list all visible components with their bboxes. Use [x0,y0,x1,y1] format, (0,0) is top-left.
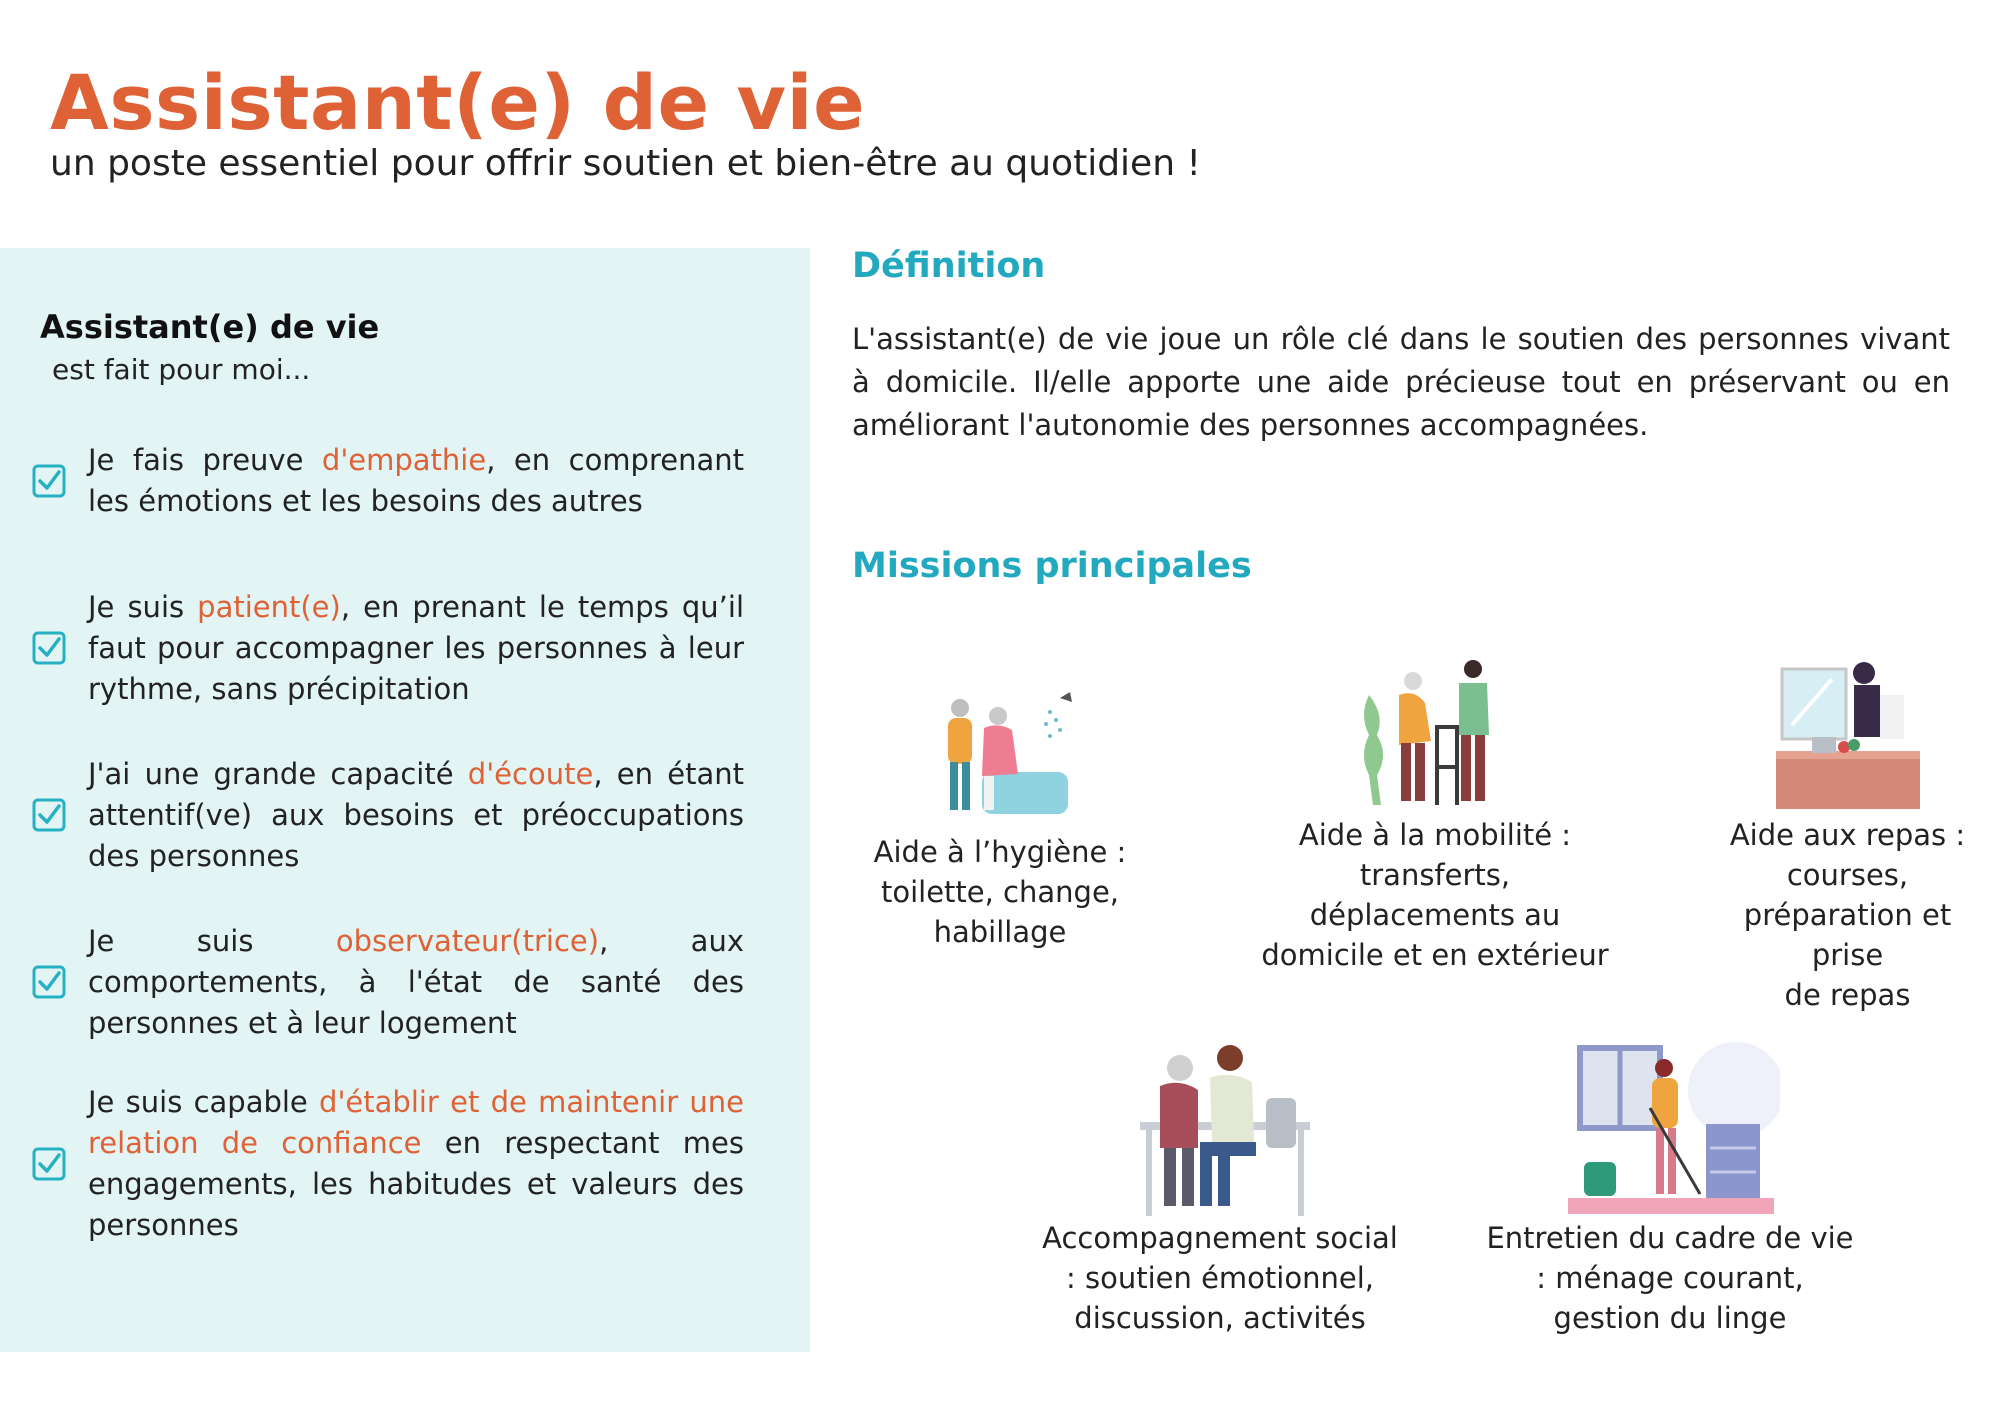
mission-social [1040,1038,1400,1338]
mission-label: Aide à l’hygiène : toilette, change, habillage [873,835,1127,949]
profile-panel [0,248,810,1352]
meal-illustration-icon [1768,655,1928,815]
trait-highlight: d'établir et de maintenir une relation de confiance [88,1085,745,1160]
checkbox-checked-icon [32,631,66,665]
mission-label: Accompagnement social : soutien émotionnel, discussion, activités [1042,1221,1398,1335]
cleaning-illustration-icon [1560,1038,1780,1218]
mission-meals [1705,655,1990,1015]
profile-subtitle: est fait pour moi... [52,353,311,386]
trait-item [32,1078,744,1250]
trait-item [32,415,744,547]
definition-text: L'assistant(e) de vie joue un rôle clé dans le soutien des personnes vivant à domicile. Il/elle apporte une aide précieuse tout en préservant ou en améliorant l'autonomie des personnes accompagnées. [852,322,1950,442]
hygiene-illustration-icon [920,672,1080,832]
trait-item [32,749,744,881]
checkbox-checked-icon [32,965,66,999]
trait-text: Je suis capable d'établir et de maintenir une relation de confiance en respectant mes engagements, les habitudes et valeurs des personnes [88,1085,745,1242]
page-subtitle: un poste essentiel pour offrir soutien et bien-être au quotidien ! [50,143,1201,184]
checkbox-checked-icon [32,798,66,832]
mobility-illustration-icon [1355,655,1515,815]
trait-text: Je fais preuve d'empathie, en comprenant les émotions et les besoins des autres [88,443,744,518]
trait-highlight: patient(e) [197,589,341,624]
mission-cleaning [1480,1038,1860,1338]
mission-label: Entretien du cadre de vie : ménage courant, gestion du linge [1486,1221,1854,1335]
profile-title: Assistant(e) de vie [40,308,380,346]
missions-title: Missions principales [852,546,1252,586]
trait-text: Je suis observateur(trice), aux comportements, à l'état de santé des personnes et à leur logement [88,923,744,1040]
trait-highlight: d'écoute [467,756,594,791]
trait-item [32,582,744,714]
trait-highlight: observateur(trice) [335,923,600,958]
trait-item [32,916,744,1048]
page-title: Assistant(e) de vie [50,58,866,147]
mission-hygiene [850,672,1150,952]
trait-text: J'ai une grande capacité d'écoute, en étant attentif(ve) aux besoins et préoccupations des personnes [88,756,744,873]
checkbox-checked-icon [32,464,66,498]
trait-text: Je suis patient(e), en prenant le temps qu’il faut pour accompagner les personnes à leur rythme, sans précipitation [88,589,744,706]
social-illustration-icon [1130,1038,1310,1218]
definition-title: Définition [852,246,1046,286]
mission-label: Aide aux repas : courses, préparation et prise de repas [1729,818,1966,1012]
trait-highlight: d'empathie [321,443,487,477]
mission-mobility [1255,655,1615,975]
checkbox-checked-icon [32,1147,66,1181]
mission-label: Aide à la mobilité : transferts, déplacements au domicile et en extérieur [1261,818,1609,972]
